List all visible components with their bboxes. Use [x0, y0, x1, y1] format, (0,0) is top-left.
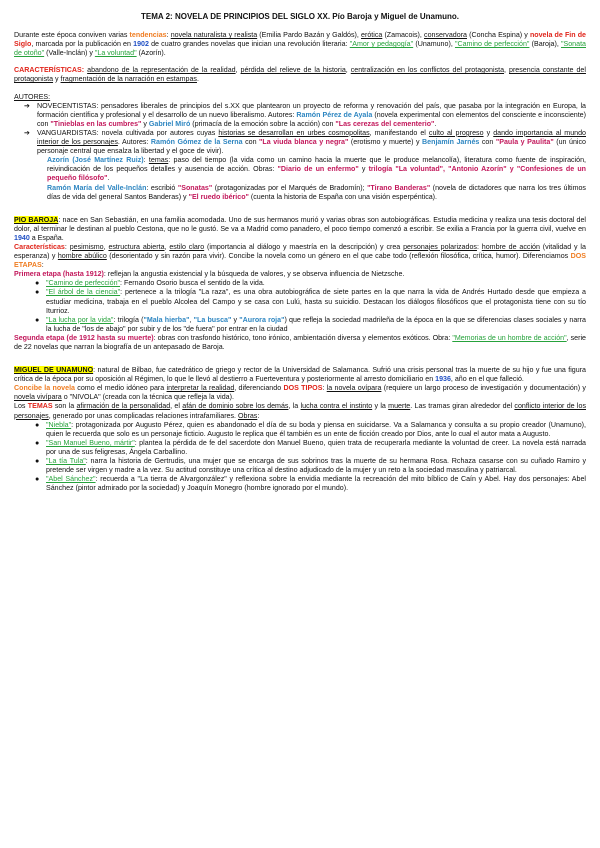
list-item: [35, 420, 586, 439]
author-name: Ramón María del Valle-Inclán: [47, 183, 147, 192]
text: , serie de 22 novelas que narran la biografía de un antepasado de Baroja.: [14, 333, 586, 351]
text: (vitalidad y la esperanza) y: [14, 242, 586, 261]
author-name: Ramón Gómez de la Serna: [150, 138, 243, 147]
novel-title: "Sonata de otoño": [14, 40, 586, 58]
text: ,: [345, 66, 351, 75]
underlined-text: Obras: [238, 411, 258, 420]
work-title: "La lucha por la vida": [46, 315, 114, 324]
bullet-icon: ●: [35, 420, 40, 429]
keyword: DOS ETAPAS: [14, 252, 586, 270]
underlined-text: lucha contra el instinto: [300, 402, 373, 411]
stage-label: Segunda etapa (de 1912 hasta su muerte): [14, 333, 154, 342]
author-name: Ramón Pérez de Ayala: [296, 110, 373, 119]
underlined-text: culto al progreso: [428, 128, 484, 137]
text: : natural de Bilbao, fue catedrático de griego y rector de la Universidad de Salamanca. Sufrió una crisis personal tras la muerte de su hijo y fue una figura crítica de la época por su oposición al Régimen, lo que le llevó al destierro a Fuerteventura y posteriormente al arresto domiciliario en: [14, 366, 586, 384]
text: (Unamuno),: [413, 40, 455, 49]
underlined-text: temas: [148, 156, 169, 165]
underlined-text: afirmación de la personalidad: [76, 402, 171, 411]
underlined-text: afán de dominio sobre los demás: [182, 402, 289, 411]
novel-title: "Camino de perfección": [454, 40, 530, 49]
autores-heading: AUTORES:: [14, 92, 51, 101]
text: (Zamacois),: [382, 31, 425, 40]
underlined-text: dando importancia al mundo interior de los personajes: [37, 128, 586, 147]
text: (novela de dictadores que narra los tres últimos días de vida del general Santos Banderas) y: [47, 183, 586, 201]
text: (Emilia Pardo Bazán y Galdós),: [257, 31, 362, 40]
underlined-text: estructura abierta: [108, 242, 165, 251]
text: (un único personaje central que ensalza la libertad y el goce de vivir).: [37, 138, 586, 156]
text: :: [257, 411, 260, 420]
autores-list: [14, 102, 586, 202]
baroja-etapa-2: [14, 334, 586, 352]
work-title: "Tirano Banderas": [367, 183, 431, 192]
document-title: TEMA 2: NOVELA DE PRINCIPIOS DEL SIGLO XX. Pío Baroja y Miguel de Unamuno.: [141, 12, 459, 21]
underlined-text: personajes polarizados: [403, 242, 477, 251]
text: :: [166, 31, 171, 40]
label: NOVECENTISTAS: [37, 101, 97, 110]
text: :: [64, 242, 70, 251]
text: ) que refleja la sociedad madrileña de la época en la que se diferencias clases sociales y narra la lucha de "los de abajo" por subir y de los "de fuera" por entrar en la ciudad: [46, 315, 586, 333]
author-name: Azorín (José Martínez Ruiz): [47, 156, 144, 165]
author-name: Benjamín Jarnés: [422, 138, 480, 147]
work-title: "Niebla": [46, 420, 72, 429]
work-title: "San Manuel Bueno, mártir": [46, 438, 135, 447]
text: (Concha Espina) y: [467, 31, 530, 40]
text: y: [483, 128, 494, 137]
underlined-text: hombre abúlico: [57, 252, 107, 261]
underlined-text: conflicto interior de los personajes: [14, 402, 586, 420]
bullet-icon: ●: [35, 279, 40, 288]
baroja-paragraph: [14, 216, 586, 243]
text: : pensadores liberales de principios del s.XX que plantearon un proyecto de reforma y renovación del país, que pasaba por la integración en Europa, la formación científica y profesional y el desarrollo de un nuevo liberalismo. Autores:: [37, 101, 586, 119]
keyword-tendencias: tendencias: [129, 31, 167, 40]
underlined-text: muerte: [388, 402, 411, 411]
novel-title: "Amor y pedagogía": [349, 40, 414, 49]
novel-title: "La voluntad": [94, 49, 137, 58]
azorin-paragraph: [24, 156, 586, 183]
author-heading: PIO BAROJA: [14, 215, 59, 224]
work-title: "Camino de perfección": [46, 279, 121, 288]
text: : Fernando Osorio busca el sentido de la vida.: [120, 279, 265, 288]
bullet-icon: ●: [35, 475, 40, 484]
feature: centralización en los conflictos del protagonista: [350, 66, 505, 75]
baroja-caracteristicas: [14, 243, 586, 270]
text: Los: [14, 402, 28, 411]
text: (erotismo y muerte) y: [348, 138, 423, 147]
keyword-fin-de-siglo: novela de Fin de Siglo: [14, 31, 586, 49]
text: a España.: [29, 233, 64, 242]
text: y: [53, 75, 61, 84]
work-title: "El ruedo ibérico": [188, 192, 249, 201]
text: (cuenta la historia de España con una visión esperpéntica).: [248, 192, 438, 201]
text: :: [41, 261, 44, 270]
list-item: [35, 475, 587, 493]
year: 1902: [133, 40, 149, 49]
keyword: erótica: [361, 31, 383, 40]
text: con: [479, 138, 496, 147]
valle-inclan-paragraph: [24, 184, 586, 202]
text: ,: [103, 242, 109, 251]
text: con: [242, 138, 260, 147]
list-item-vanguardistas: [24, 129, 586, 156]
text: :: [322, 384, 327, 393]
text: : paso del tiempo (la vida como un camino hacia la muerte que le produce melancolía), literatura como fuente de inspiración, reivindicación de los pequeños detalles y ausencia de acción. Obras:: [47, 156, 586, 174]
text: .: [434, 119, 437, 128]
text: (desorientado y sin razón para vivir). Concibe la novela como un género en el que cabe todo (reflexión filosófica, crítica, humor). Diferenciamos: [106, 252, 571, 261]
list-item-novecentistas: [24, 102, 586, 129]
text: (protagonizadas por el Marqués de Bradomín);: [212, 183, 368, 192]
work-title: "Paula y Paulita": [495, 138, 554, 147]
bullet-icon: ●: [35, 438, 40, 447]
unamuno-works-list: [14, 421, 586, 494]
feature: fragmentación de la narración en estampas: [60, 75, 197, 84]
text: y: [358, 165, 369, 174]
caracteristicas-paragraph: [14, 66, 586, 84]
work-title: "Aurora roja": [239, 315, 285, 324]
text: , la: [288, 402, 301, 411]
keyword: TEMAS: [27, 402, 53, 411]
text: . Las tramas giran alrededor del: [410, 402, 515, 411]
underlined-text: pesimismo: [69, 242, 104, 251]
unamuno-temas: [14, 402, 586, 420]
text: Durante este época conviven varias: [14, 31, 130, 40]
arrow-icon: ➔: [24, 128, 30, 137]
text: .: [196, 75, 199, 84]
unamuno-paragraph: [14, 366, 586, 384]
list-item: [35, 288, 586, 315]
work-title: "Abel Sánchez": [46, 475, 96, 484]
text: y: [231, 315, 240, 324]
text: .: [107, 174, 110, 183]
underlined-text: historias se desarrollan en urbes cosmopolitas: [218, 128, 370, 137]
text: y: [141, 119, 149, 128]
text: (requiere un largo proceso de investigación y documentación) y: [381, 384, 586, 393]
text: : plantea la pérdida de fe del sacerdote don Manuel Bueno, quien trata de recuperarla mediante la voluntad de creer. La novela está narrada por una de sus feligresas, Ángela Carballino.: [46, 438, 586, 456]
text: : novela cultivada por autores cuyas: [96, 128, 219, 137]
text: , manifestando el: [369, 128, 429, 137]
intro-paragraph: [14, 31, 586, 58]
text: (Azorín).: [136, 49, 166, 58]
underlined-text: la novela ovípara: [326, 384, 382, 393]
bullet-icon: ●: [35, 288, 40, 297]
arrow-icon: ➔: [24, 101, 30, 110]
keyword: novela naturalista y realista: [170, 31, 258, 40]
text: , marcada por la publicación en: [31, 40, 134, 49]
text: ,: [504, 66, 509, 75]
text: son la: [52, 402, 77, 411]
text: . Autores:: [117, 138, 151, 147]
feature: pérdida del relieve de la historia: [240, 66, 346, 75]
work-title: "Mala hierba": [143, 315, 190, 324]
feature: abandono de la representación de la realidad: [87, 66, 236, 75]
text: : reflejan la angustia existencial y la búsqueda de valores, y se observa influencia de Nietzsche.: [103, 270, 405, 279]
text: , año en el que falleció.: [450, 375, 524, 384]
bullet-icon: ●: [35, 457, 40, 466]
year: 1936: [435, 375, 451, 384]
text: , el: [170, 402, 183, 411]
text: : obras con trasfondo histórico, tono irónico, ambientación diversa y elementos exóticos. Obra:: [153, 333, 453, 342]
work-title: "Sonatas": [177, 183, 213, 192]
underlined-text: novela vivípara: [14, 393, 62, 402]
text: ,: [189, 315, 194, 324]
document-page: [14, 12, 586, 493]
keyword: conservadora: [424, 31, 467, 40]
text: : escribió: [146, 183, 178, 192]
list-item: [35, 438, 586, 457]
text: ,: [235, 66, 241, 75]
bullet-icon: ●: [35, 315, 40, 324]
text: , generado por unas complicadas relaciones intrafamiliares.: [48, 411, 238, 420]
work-title: "La tía Tula": [46, 457, 86, 466]
underlined-text: interpretar la realidad: [166, 384, 235, 393]
text: : trilogía (: [113, 315, 144, 324]
feature: presencia constante del protagonista: [14, 66, 586, 84]
text: :: [476, 242, 482, 251]
text: como el medio idóneo para: [75, 384, 167, 393]
work-title: "Las cerezas del cementerio": [335, 119, 435, 128]
work-title: "El árbol de la ciencia": [46, 288, 121, 297]
list-item: [35, 457, 587, 475]
text: y la: [372, 402, 389, 411]
work-title: "La busca": [193, 315, 232, 324]
text: de cuatro grandes novelas que inician una revolución literaria:: [148, 40, 350, 49]
stage-label: Primera etapa (hasta 1912): [14, 270, 104, 279]
section-label: Características: [14, 242, 65, 251]
author-heading: MIGUEL DE UNAMUNO: [14, 366, 94, 375]
baroja-works-list: [14, 279, 586, 334]
text: o "NIVOLA" (creada con la técnica que refleja la vida).: [61, 393, 234, 402]
baroja-etapa-1: [14, 270, 586, 279]
work-title: "Diario de un enfermo": [277, 165, 359, 174]
work-title: "La viuda blanca y negra": [259, 138, 349, 147]
list-item: [35, 315, 586, 334]
text: : pertenece a la trilogía "La raza", es una obra autobiográfica de siete partes en la que narra la vida de Andrés Hurtado desde que empieza a estudiar medicina, trabaja en el pueblo Alcolea del Campo y se casa con Lulú, hasta su suicidio. Destacan los diálogos filosóficos que el protagonista tiene con su tío Iturrioz.: [46, 288, 586, 315]
label: VANGUARDISTAS: [37, 128, 97, 137]
keyword: Concibe la novela: [14, 384, 75, 393]
text: (Valle-Inclán) y: [44, 49, 95, 58]
text: , diferenciando: [234, 384, 284, 393]
text: :: [143, 156, 149, 165]
text: (novela experimental con elementos del consciente e inconsciente) con: [37, 110, 586, 128]
work-title: trilogía "La voluntad", "Antonio Azorín" y "Confesiones de un pequeño filósofo": [47, 165, 586, 183]
underlined-text: hombre de acción: [481, 242, 540, 251]
text: (primacía de la emoción sobre la acción) con: [190, 119, 336, 128]
list-item: [35, 279, 586, 288]
text: : nace en San Sebastián, en una familia acomodada. Uno de sus hermanos murió y varias obras son autobiográficas. Estudia medicina y realiza una tesis doctoral del dolor, al terminar le destinan al pueblo Cestona, que no le gustó. Se va a Madrid como panadero, el poco tiempo comenzó a escribir. Se exilia a Francia por la guerra civil, vuelve en: [14, 215, 586, 233]
keyword: DOS TIPOS: [283, 384, 323, 393]
text: : narra la historia de Gertrudis, una mujer que se encarga de sus sobrinos tras la muerte de su hermana Rosa. Rchaza casarse con su cuñado Ramiro y pretende ser virgen y madre a la vez. Su actitud constituye una crítica al destino adjudicado de la mujer y un reto a la sociedad masculina y patriarcal.: [46, 457, 587, 475]
unamuno-concepto: [14, 384, 586, 402]
author-name: Gabriel Miró: [148, 119, 191, 128]
text: (Baroja),: [529, 40, 561, 49]
underlined-text: estilo claro: [169, 242, 205, 251]
text: : protagonizada por Augusto Pérez, quien es abandonado el día de su boda y piensa en suicidarse. Va a Salamanca y consulta a su propio creador (Unamuno), quien le recuerda que solo es un personaje ficticio. Augusto le replica que él también es un ente de ficción creado por Dios, ante lo cual el autor mata a Augusto.: [46, 420, 586, 438]
work-title: "Memorias de un hombre de acción": [452, 333, 567, 342]
text: ,: [164, 242, 170, 251]
text: : recuerda a "La tierra de Alvargonzález" y reflexiona sobre la envidia mediante la recreación del mito bíblico de Caín y Abel. Hay dos personajes: Abel Sánchez (pintor admirado por la sociedad) y Joaquín Monegro (hombre ignorado por el mundo).: [46, 475, 587, 493]
text: (importancia al diálogo y maestría en la descripción) y crea: [204, 242, 404, 251]
year: 1940: [14, 233, 30, 242]
work-title: "Tinieblas en las cumbres": [50, 119, 142, 128]
section-label: CARACTERÍSTICAS:: [14, 66, 85, 75]
